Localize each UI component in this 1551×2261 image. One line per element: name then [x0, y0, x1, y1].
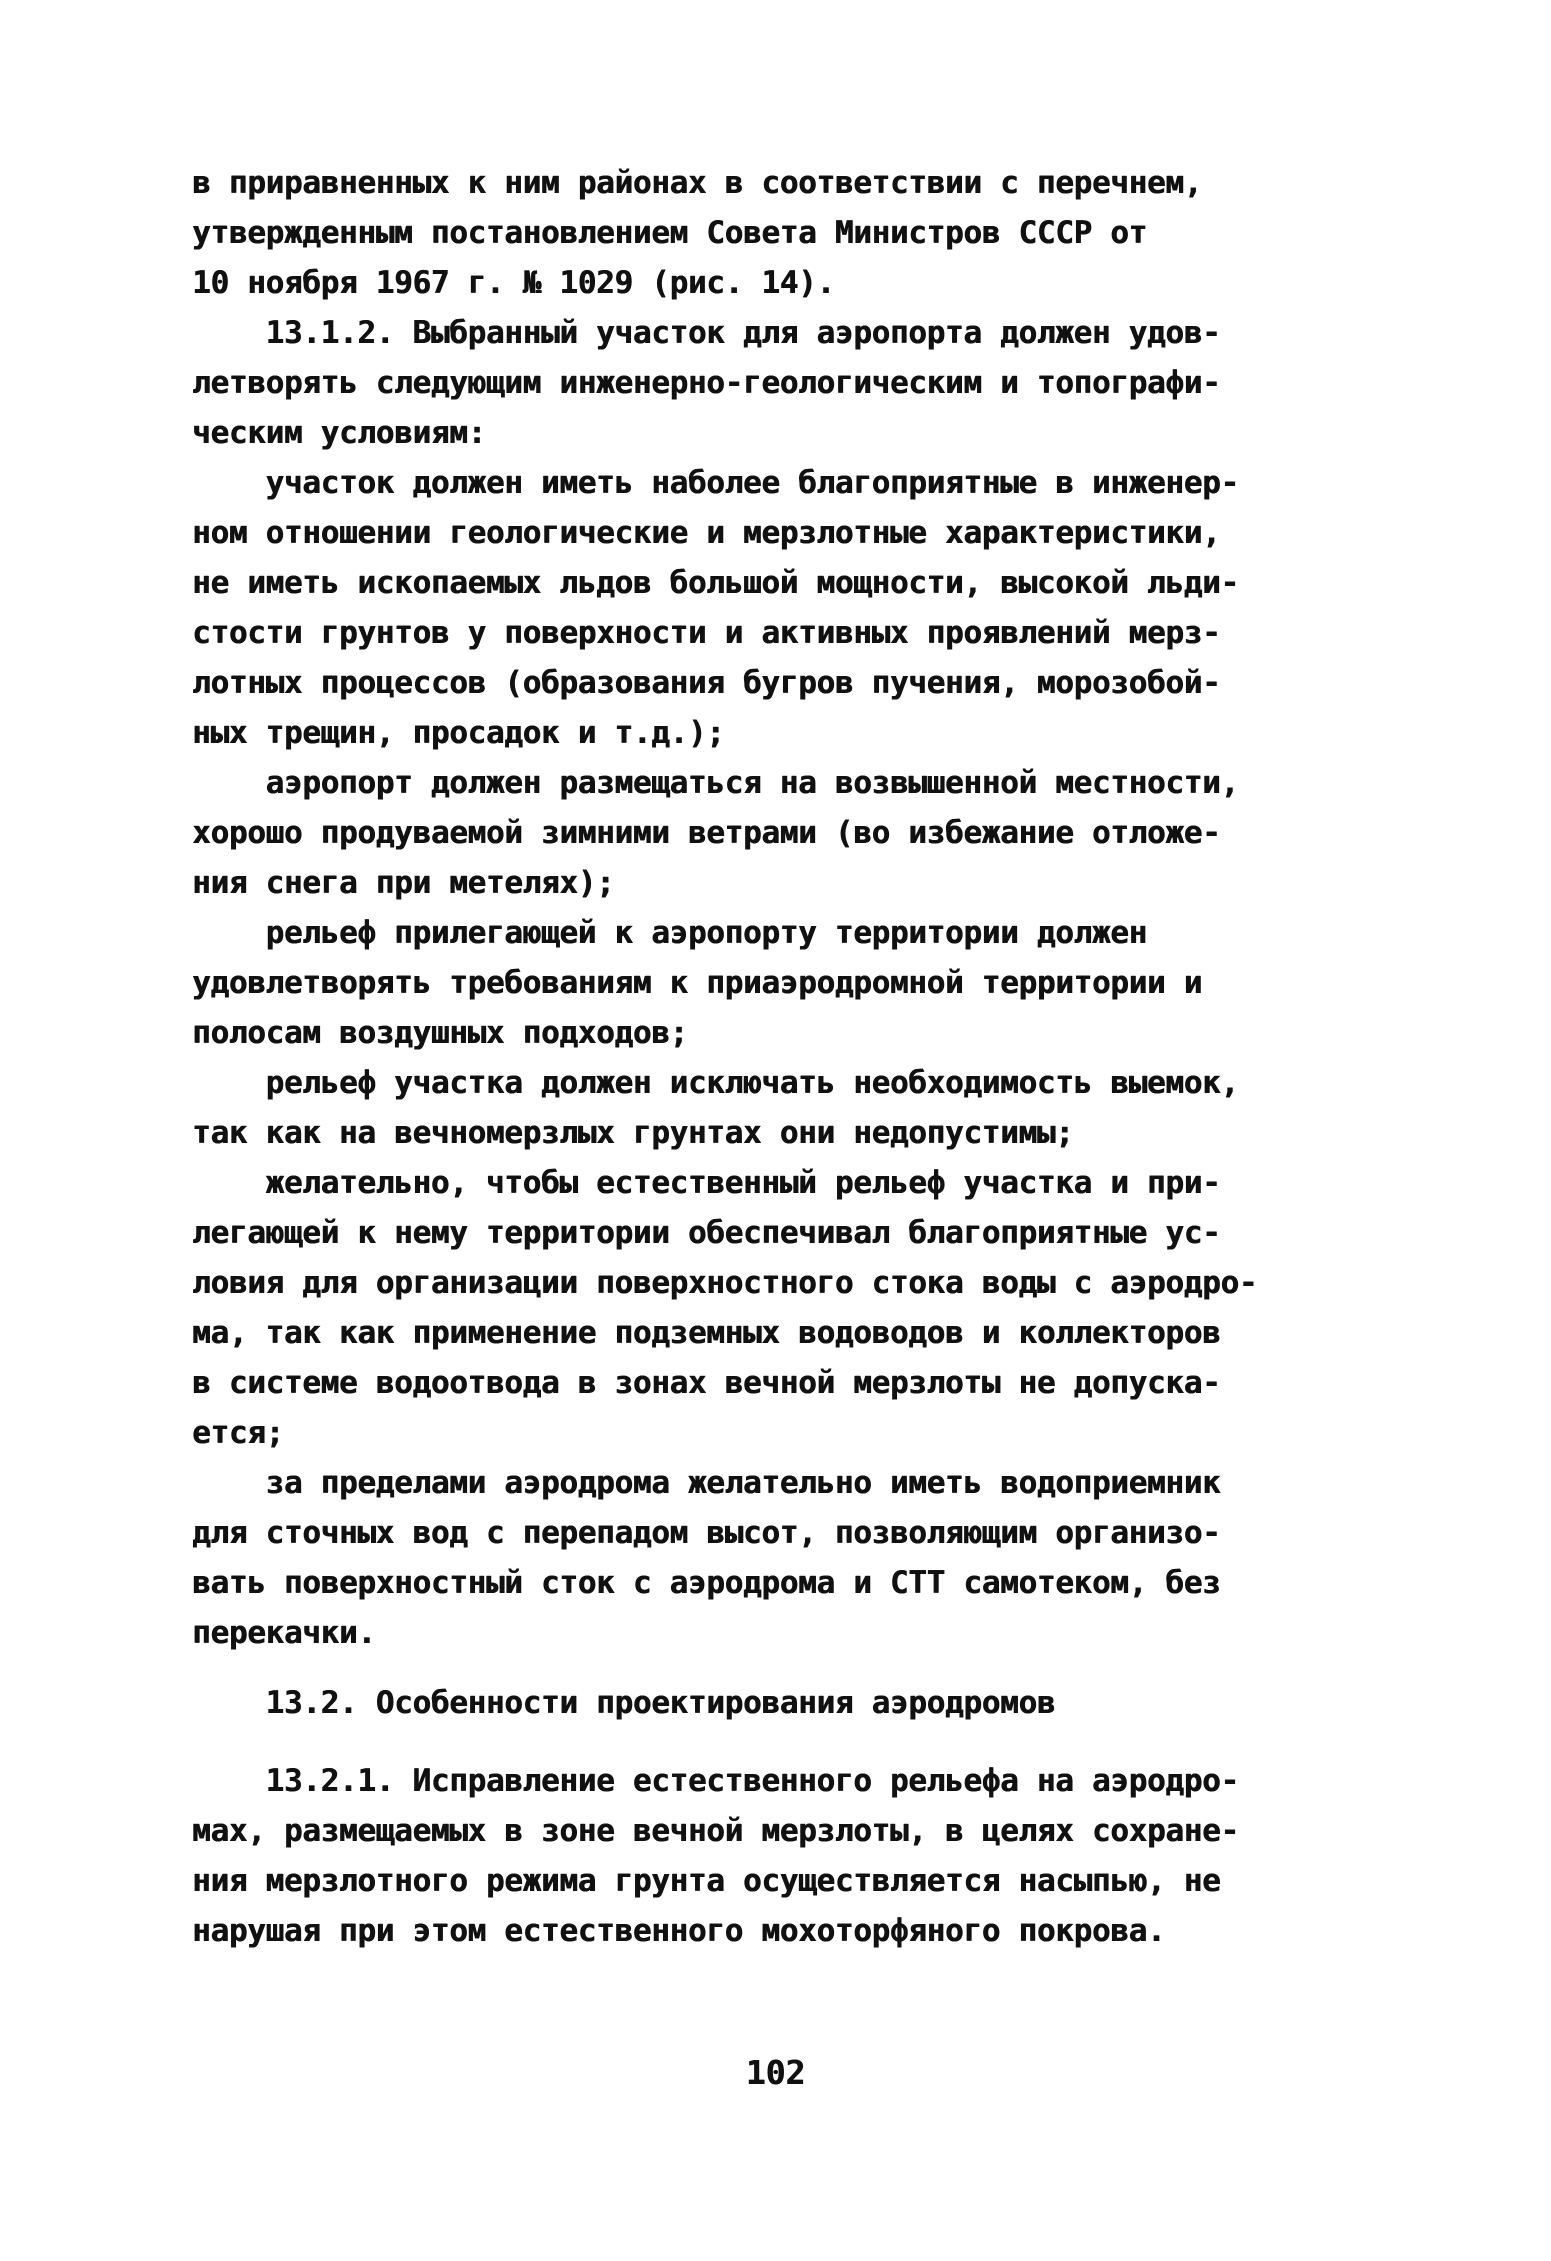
- text-line: летворять следующим инженерно-геологическим и топографи-: [192, 365, 1221, 401]
- text-line: за пределами аэродрома желательно иметь водоприемник: [192, 1465, 1221, 1501]
- text-line: ческим условиям:: [192, 415, 486, 451]
- text-line: 10 ноября 1967 г. № 1029 (рис. 14).: [192, 265, 835, 301]
- text-line: аэропорт должен размещаться на возвышенной местности,: [192, 765, 1239, 801]
- spacer: [192, 1728, 1392, 1756]
- text-line: вать поверхностный сток с аэродрома и СТТ самотеком, без: [192, 1565, 1221, 1601]
- text-line: не иметь ископаемых льдов большой мощности, высокой льди-: [192, 565, 1239, 601]
- text-line: перекачки.: [192, 1615, 376, 1651]
- text-line: ния снега при метелях);: [192, 865, 615, 901]
- text-line: стости грунтов у поверхности и активных проявлений мерз-: [192, 615, 1221, 651]
- text-line: хорошо продуваемой зимними ветрами (во избежание отложе-: [192, 815, 1221, 851]
- text-line: участок должен иметь наболее благоприятные в инженер-: [192, 465, 1239, 501]
- text-line: удовлетворять требованиям к приаэродромной территории и: [192, 965, 1202, 1001]
- text-line: легающей к нему территории обеспечивал благоприятные ус-: [192, 1215, 1221, 1251]
- text-line: рельеф прилегающей к аэропорту территории должен: [192, 915, 1147, 951]
- section-heading: 13.2. Особенности проектирования аэродромов: [192, 1685, 1056, 1721]
- text-line: ма, так как применение подземных водоводов и коллекторов: [192, 1315, 1221, 1351]
- page-number: 102: [745, 2053, 806, 2092]
- text-line: нарушая при этом естественного мохоторфяного покрова.: [192, 1913, 1166, 1949]
- text-line: 13.1.2. Выбранный участок для аэропорта должен удов-: [192, 315, 1221, 351]
- text-line: для сточных вод с перепадом высот, позволяющим организо-: [192, 1515, 1221, 1551]
- text-line: так как на вечномерзлых грунтах они недопустимы;: [192, 1115, 1074, 1151]
- text-line: в системе водоотвода в зонах вечной мерзлоты не допуска-: [192, 1365, 1221, 1401]
- text-line: полосам воздушных подходов;: [192, 1015, 688, 1051]
- text-line: желательно, чтобы естественный рельеф участка и при-: [192, 1165, 1221, 1201]
- text-line: ных трещин, просадок и т.д.);: [192, 715, 725, 751]
- text-line: мах, размещаемых в зоне вечной мерзлоты, в целях сохране-: [192, 1813, 1239, 1849]
- text-line: 13.2.1. Исправление естественного рельефа на аэродро-: [192, 1763, 1239, 1799]
- text-line: ется;: [192, 1415, 284, 1451]
- text-line: рельеф участка должен исключать необходимость выемок,: [192, 1065, 1239, 1101]
- text-line: ловия для организации поверхностного стока воды с аэродро-: [192, 1265, 1258, 1301]
- text-line: утвержденным постановлением Совета Министров СССР от: [192, 215, 1147, 251]
- text-line: лотных процессов (образования бугров пучения, морозобой-: [192, 665, 1221, 701]
- spacer: [192, 1658, 1392, 1678]
- text-line: ния мерзлотного режима грунта осуществляется насыпью, не: [192, 1863, 1221, 1899]
- text-line: в приравненных к ним районах в соответствии с перечнем,: [192, 165, 1202, 201]
- body-text: [192, 158, 1392, 1956]
- text-line: ном отношении геологические и мерзлотные характеристики,: [192, 515, 1221, 551]
